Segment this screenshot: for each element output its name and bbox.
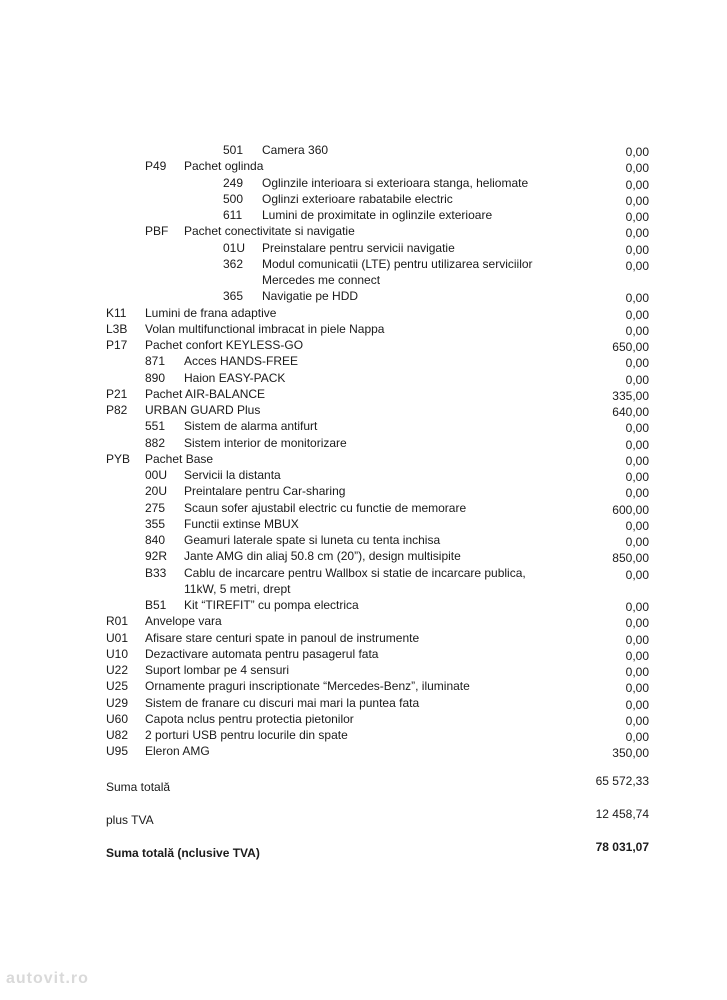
item-description: Oglinzi exterioare rabatabile electric <box>262 191 453 206</box>
item-price: 640,00 <box>612 405 649 419</box>
line-item-row <box>0 711 727 728</box>
item-description: Preinstalare pentru servicii navigatie <box>262 240 455 255</box>
item-price: 0,00 <box>625 648 649 663</box>
item-price: 0,00 <box>625 372 649 387</box>
item-price: 850,00 <box>612 551 649 566</box>
line-item-row <box>0 142 727 159</box>
item-price: 0,00 <box>625 145 649 159</box>
item-code: 882 <box>145 435 166 450</box>
line-item-row <box>0 597 727 614</box>
item-code: 871 <box>145 354 166 369</box>
item-description: Eleron AMG <box>145 744 210 759</box>
item-code: 365 <box>223 289 244 304</box>
item-description: Oglinzile interioara si exterioara stanga, heliomate <box>262 175 529 190</box>
item-code: 20U <box>145 484 168 499</box>
item-description: Pachet oglinda <box>184 159 264 174</box>
line-item-row <box>0 402 727 419</box>
line-item-row <box>0 370 727 387</box>
item-price: 0,00 <box>625 437 649 452</box>
item-description: Jante AMG din aliaj 50.8 cm (20”), design multisipite <box>184 549 461 564</box>
line-item-row <box>0 743 727 760</box>
line-item-row <box>0 435 727 452</box>
line-item-row <box>0 256 727 273</box>
item-description: Functii extinse MBUX <box>184 516 299 531</box>
item-description: Dezactivare automata pentru pasagerul fata <box>145 646 379 661</box>
item-code: U22 <box>106 663 129 677</box>
item-description: Preintalare pentru Car-sharing <box>184 484 346 499</box>
item-description: URBAN GUARD Plus <box>145 403 261 417</box>
line-item-row <box>0 467 727 484</box>
item-code: PBF <box>145 224 169 239</box>
item-price: 0,00 <box>625 242 649 257</box>
line-item-row <box>0 240 727 257</box>
item-code: L3B <box>106 321 128 336</box>
subtotal-label: Suma totală <box>106 780 171 794</box>
item-description: Anvelope vara <box>145 614 222 629</box>
item-price: 0,00 <box>625 730 649 744</box>
item-price: 0,00 <box>625 600 649 614</box>
item-code: 551 <box>145 419 166 434</box>
item-price: 0,00 <box>625 258 649 273</box>
line-item-row <box>0 500 727 517</box>
item-code: U01 <box>106 630 129 645</box>
item-code: U25 <box>106 679 129 694</box>
line-item-row <box>0 695 727 712</box>
item-code: U29 <box>106 695 129 710</box>
item-price: 350,00 <box>612 746 649 761</box>
item-description: Pachet Base <box>145 451 214 466</box>
item-code: B33 <box>145 565 167 580</box>
grand-total-value: 78 031,07 <box>595 840 649 854</box>
item-price: 0,00 <box>625 193 649 208</box>
item-code: B51 <box>145 598 167 612</box>
line-item-row <box>0 516 727 533</box>
subtotal-value: 65 572,33 <box>595 774 649 788</box>
item-code: 500 <box>223 191 244 206</box>
item-description: Lumini de proximitate in oglinzile exterioare <box>262 208 493 222</box>
item-description: Ornamente praguri inscriptionate “Mercedes-Benz”, iluminate <box>145 679 470 694</box>
grand-total-label: Suma totală (nclusive TVA) <box>106 846 260 860</box>
item-price: 0,00 <box>625 486 649 501</box>
item-price: 0,00 <box>625 356 649 371</box>
line-item-row <box>0 158 727 175</box>
item-price: 0,00 <box>625 291 649 306</box>
item-price: 0,00 <box>625 323 649 338</box>
item-description: Volan multifunctional imbracat in piele Nappa <box>145 321 385 336</box>
item-code: 362 <box>223 256 244 271</box>
vat-row <box>0 807 727 829</box>
line-item-row <box>0 305 727 322</box>
item-code: K11 <box>106 305 127 320</box>
line-item-row <box>0 630 727 647</box>
line-item-row <box>0 727 727 744</box>
line-item-row <box>0 646 727 663</box>
line-item-row <box>0 451 727 468</box>
item-description: Suport lombar pe 4 sensuri <box>145 663 290 677</box>
item-price: 0,00 <box>625 453 649 468</box>
vat-label: plus TVA <box>106 813 154 827</box>
item-price: 600,00 <box>612 502 649 517</box>
item-price: 650,00 <box>612 340 649 354</box>
item-description: 2 porturi USB pentru locurile din spate <box>145 728 348 742</box>
item-code: P17 <box>106 338 128 352</box>
item-description: Geamuri laterale spate si luneta cu tenta inchisa <box>184 533 441 547</box>
item-code: 355 <box>145 516 166 531</box>
item-code: 92R <box>145 549 168 564</box>
item-price: 335,00 <box>612 388 649 403</box>
item-price: 0,00 <box>625 616 649 631</box>
item-description: Navigatie pe HDD <box>262 289 359 304</box>
item-code: 275 <box>145 500 166 515</box>
item-description: Sistem interior de monitorizare <box>184 435 347 450</box>
vat-value: 12 458,74 <box>595 807 649 821</box>
subtotal-row <box>0 774 727 796</box>
item-code: 501 <box>223 143 244 157</box>
item-price: 0,00 <box>625 665 649 679</box>
item-description: Lumini de frana adaptive <box>145 305 277 320</box>
item-price: 0,00 <box>625 226 649 241</box>
line-item-row <box>0 565 727 582</box>
item-code: P21 <box>106 386 128 401</box>
item-price: 0,00 <box>625 713 649 728</box>
line-item-row <box>0 321 727 338</box>
item-code: R01 <box>106 614 129 629</box>
line-item-row <box>0 532 727 549</box>
line-item-row <box>0 662 727 679</box>
item-code: U95 <box>106 744 129 759</box>
line-item-row <box>0 581 727 598</box>
item-price: 0,00 <box>625 470 649 484</box>
item-description: Haion EASY-PACK <box>184 370 286 385</box>
item-price: 0,00 <box>625 177 649 192</box>
item-description: Sistem de franare cu discuri mai mari la puntea fata <box>145 695 420 710</box>
line-item-row <box>0 223 727 240</box>
item-description: Scaun sofer ajustabil electric cu functie de memorare <box>184 500 467 515</box>
item-code: P82 <box>106 403 128 417</box>
line-item-row <box>0 353 727 370</box>
item-price: 0,00 <box>625 697 649 712</box>
line-item-row <box>0 386 727 403</box>
item-price: 0,00 <box>625 632 649 647</box>
item-code: 00U <box>145 468 168 482</box>
line-item-row <box>0 272 727 289</box>
line-item-row <box>0 418 727 435</box>
item-code: PYB <box>106 451 131 466</box>
item-description: Pachet AIR-BALANCE <box>145 386 266 401</box>
item-description: Kit “TIREFIT” cu pompa electrica <box>184 598 359 612</box>
line-item-row <box>0 191 727 208</box>
item-code: 01U <box>223 240 246 255</box>
item-description: Pachet confort KEYLESS-GO <box>145 338 304 352</box>
item-price: 0,00 <box>625 535 649 549</box>
item-description: 11kW, 5 metri, drept <box>184 581 291 596</box>
item-description: Modul comunicatii (LTE) pentru utilizarea serviciilor <box>262 256 533 271</box>
line-item-row <box>0 548 727 565</box>
item-description: Sistem de alarma antifurt <box>184 419 318 434</box>
item-code: U60 <box>106 711 129 726</box>
item-code: 890 <box>145 370 166 385</box>
item-description: Pachet conectivitate si navigatie <box>184 224 355 239</box>
line-item-row <box>0 288 727 305</box>
item-code: 840 <box>145 533 166 547</box>
item-price: 0,00 <box>625 307 649 322</box>
item-description: Servicii la distanta <box>184 468 281 482</box>
item-description: Camera 360 <box>262 143 329 157</box>
item-price: 0,00 <box>625 210 649 224</box>
item-description: Afisare stare centuri spate in panoul de instrumente <box>145 630 420 645</box>
item-description: Mercedes me connect <box>262 273 381 287</box>
grand-total-row <box>0 840 727 862</box>
watermark-text: autovit.ro <box>6 970 89 987</box>
item-description: Cablu de incarcare pentru Wallbox si statie de incarcare publica, <box>184 565 526 580</box>
line-item-row <box>0 207 727 224</box>
item-code: 249 <box>223 175 244 190</box>
item-description: Capota nclus pentru protectia pietonilor <box>145 711 354 726</box>
item-code: 611 <box>223 208 243 222</box>
line-item-row <box>0 175 727 192</box>
item-description: Acces HANDS-FREE <box>184 354 299 369</box>
item-code: U82 <box>106 728 129 742</box>
item-price: 0,00 <box>625 518 649 533</box>
line-item-row <box>0 613 727 630</box>
item-code: P49 <box>145 159 167 174</box>
item-code: U10 <box>106 646 129 661</box>
line-item-row <box>0 483 727 500</box>
item-price: 0,00 <box>625 421 649 436</box>
item-price: 0,00 <box>625 681 649 696</box>
item-price: 0,00 <box>625 567 649 582</box>
item-price: 0,00 <box>625 161 649 176</box>
line-item-row <box>0 678 727 695</box>
line-item-row <box>0 337 727 354</box>
